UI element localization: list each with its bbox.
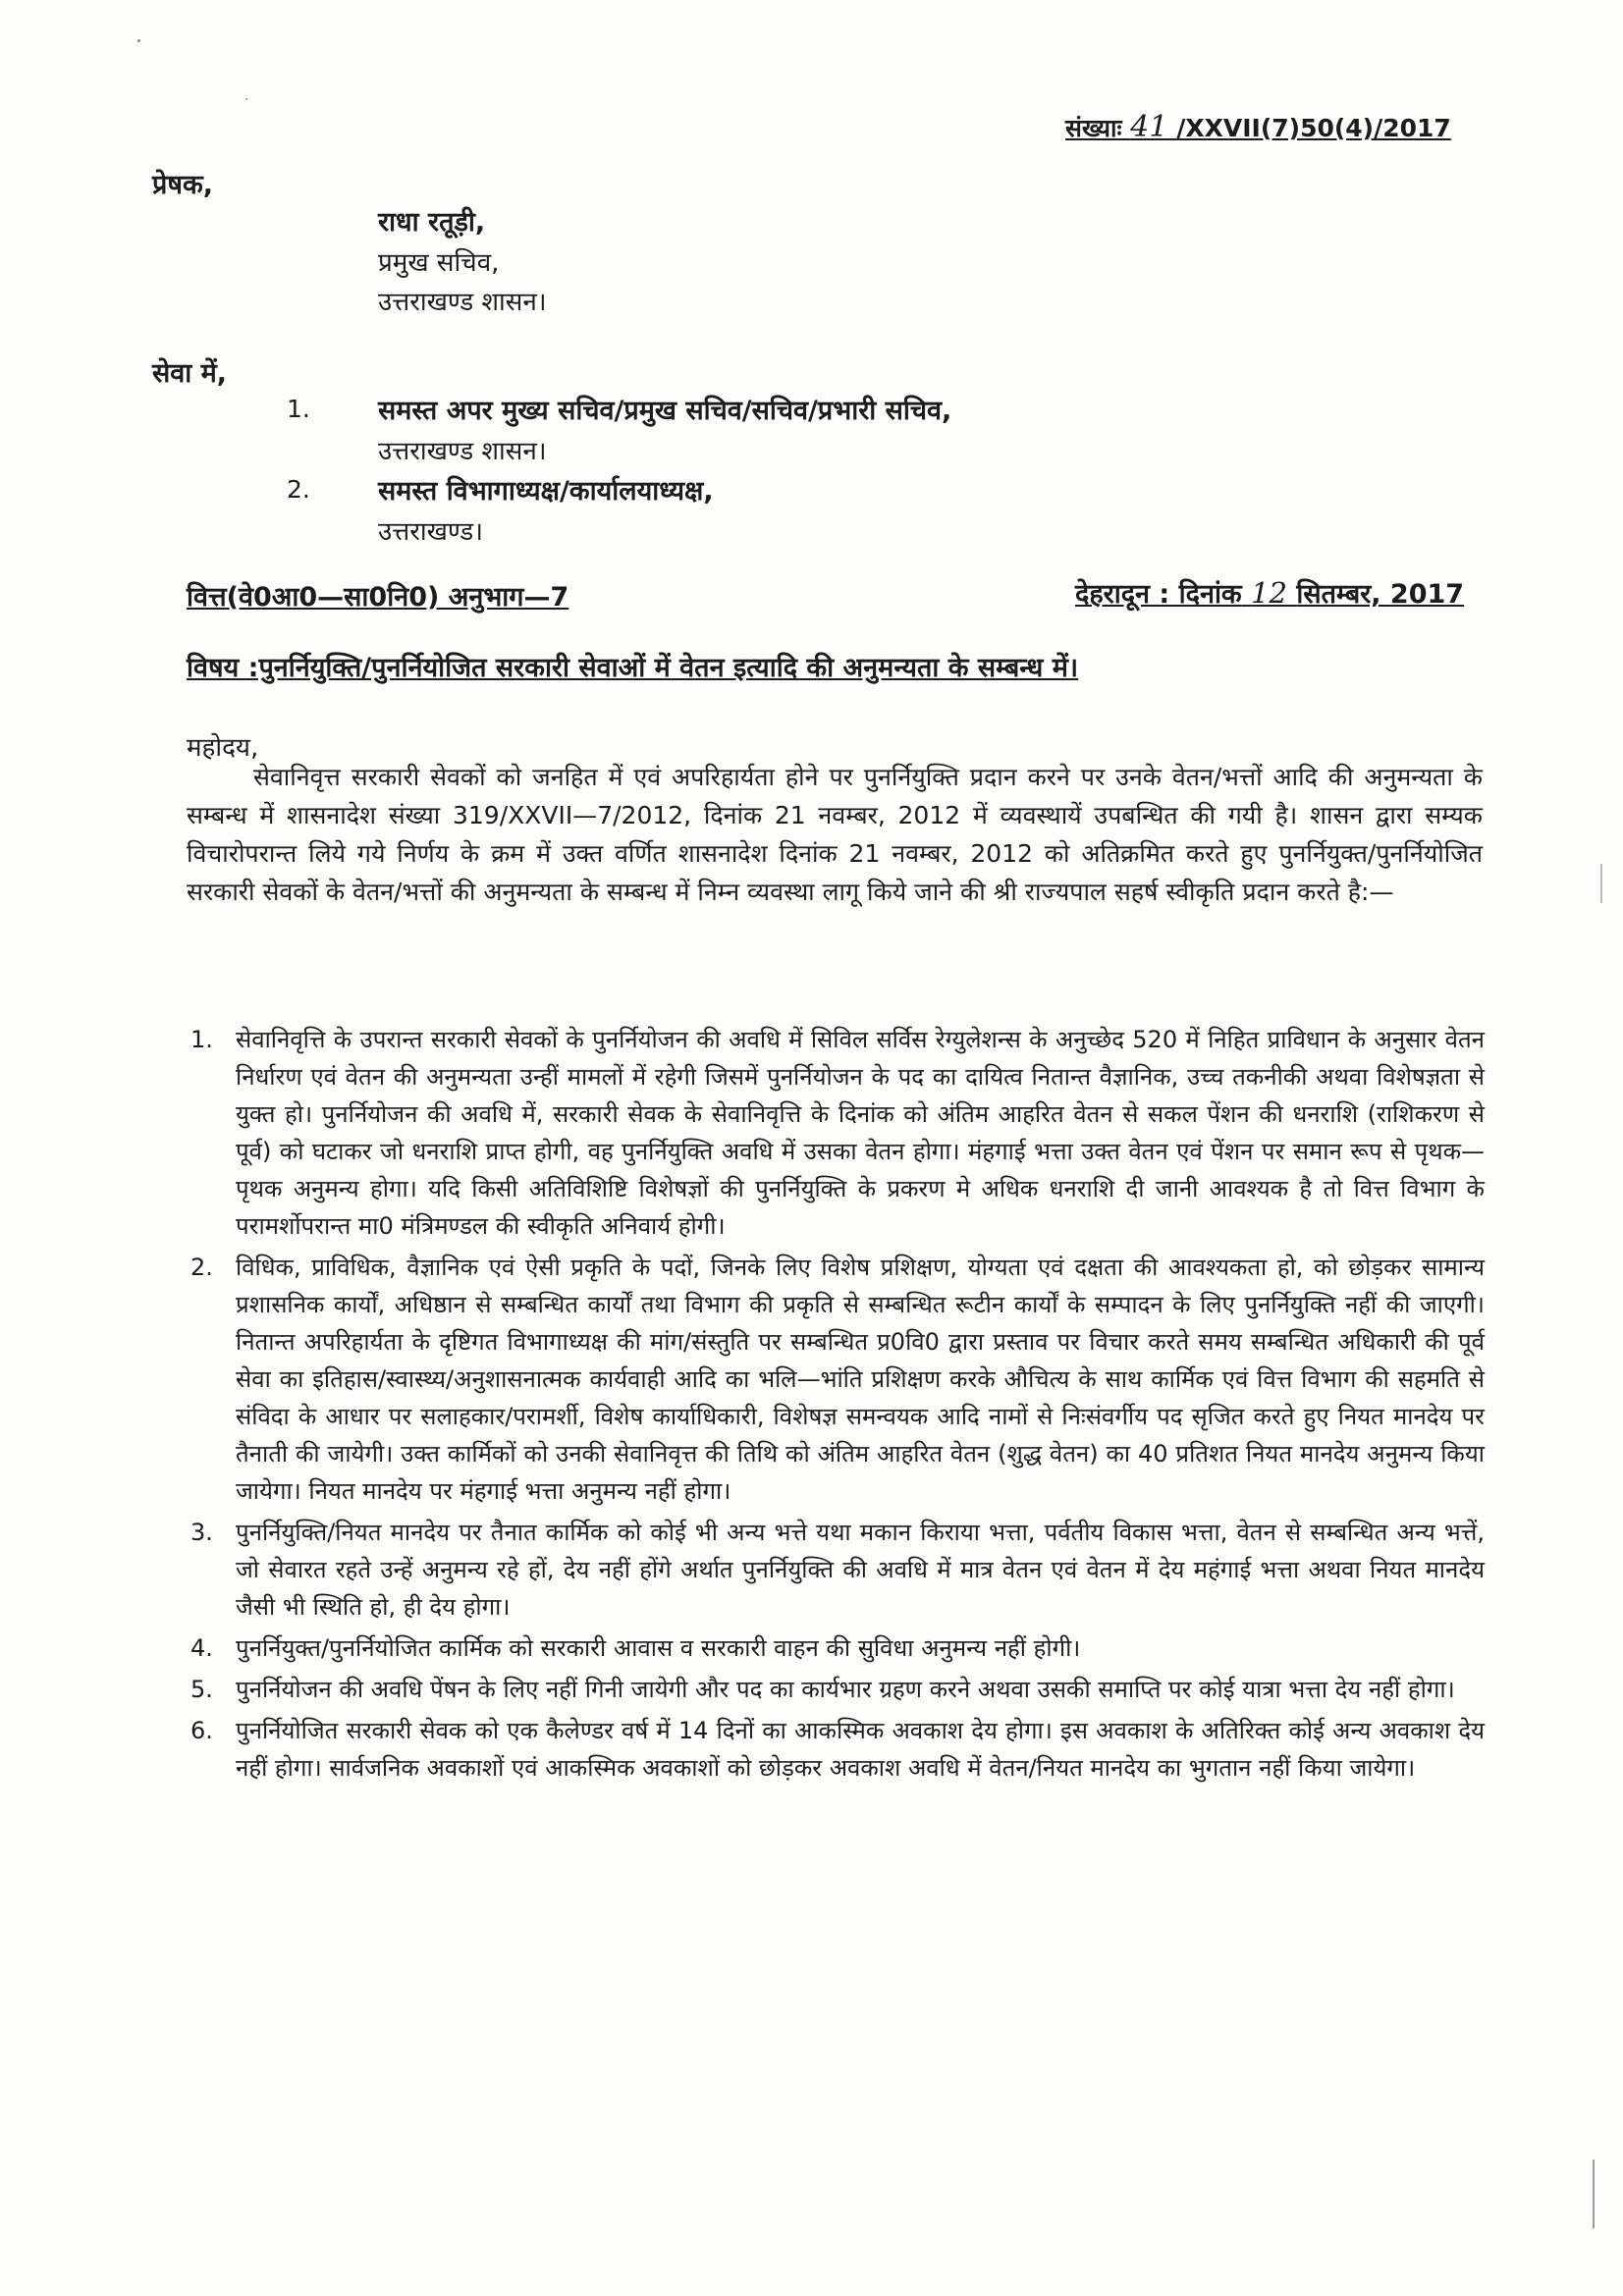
- point-number: 3.: [190, 1519, 213, 1546]
- scan-speck: [245, 98, 247, 100]
- point-text: पुनर्नियोजन की अवधि पेंषन के लिए नहीं गिनी जायेगी और पद का कार्यभार ग्रहण करने अथवा उसकी समाप्ति पर कोई यात्रा भत्ता देय नहीं होगा।: [236, 1676, 1455, 1703]
- list-item: [190, 1514, 1485, 1626]
- list-item: [190, 1249, 1485, 1510]
- sender-designation: प्रमुख सचिव,: [378, 248, 500, 278]
- list-item: [190, 1712, 1485, 1787]
- point-number: 6.: [190, 1717, 213, 1744]
- date-handwritten-day: 12: [1251, 576, 1287, 610]
- scan-speck: [137, 39, 140, 42]
- scan-speck: [1600, 864, 1602, 903]
- point-number: 2.: [190, 1254, 213, 1281]
- point-number: 5.: [190, 1676, 213, 1703]
- scan-speck: [1593, 2160, 1595, 2228]
- date-suffix: सितम्बर, 2017: [1296, 579, 1465, 610]
- reference-number: [1065, 110, 1451, 144]
- recipient-number: 1.: [287, 395, 310, 423]
- salutation: महोदय,: [187, 733, 259, 763]
- list-item: [190, 1671, 1485, 1708]
- date-prefix: देहरादून : दिनांक: [1075, 579, 1242, 610]
- point-text: सेवानिवृत्ति के उपरान्त सरकारी सेवकों के पुनर्नियोजन की अवधि में सिविल सर्विस रेग्युलेशन्स के अनुच्छेद 520 में निहित प्राविधान के अनुसार वेतन निर्धारण एवं वेतन की अनुमन्यता उन्हीं मामलों में रहेगी जिसमें पुनर्नियोजन के पद का दायित्व नितान्त वैज्ञानिक, उच्च तकनीकी अथवा विशेषज्ञता से युक्त हो। पुनर्नियोजन की अवधि में, सरकारी सेवक के सेवानिवृत्ति के दिनांक को अंतिम आहरित वेतन से सकल पेंशन की धनराशि (राशिकरण से पूर्व) को घटाकर जो धनराशि प्राप्त होगी, वह पुनर्नियुक्ति अवधि में उसका वेतन होगा। मंहगाई भत्ता उक्त वेतन एवं पेंशन पर समान रूप से पृथक—पृथक अनुमन्य होगा। यदि किसी अतिविशिष्टि विशेषज्ञों की पुनर्नियुक्ति के प्रकरण मे अधिक धनराशि दी जानी आवश्यक है तो वित्त विभाग के परामर्शोपरान्त मा0 मंत्रिमण्डल की स्वीकृति अनिवार्य होगी।: [236, 1026, 1485, 1240]
- date-line: [1075, 574, 1464, 611]
- points-list: [190, 1021, 1485, 1790]
- reference-handwritten-number: 41: [1130, 110, 1168, 144]
- point-text: विधिक, प्राविधिक, वैज्ञानिक एवं ऐसी प्रकृति के पदों, जिनके लिए विशेष प्रशिक्षण, योग्यता एवं दक्षता की आवश्यकता हो, को छोड़कर सामान्य प्रशासनिक कार्यों, अधिष्ठान से सम्बन्धित कार्यों तथा विभाग की प्रकृति से सम्बन्धित रूटीन कार्यों के सम्पादन के लिए पुनर्नियुक्ति नहीं की जाएगी। नितान्त अपरिहार्यता के दृष्टिगत विभागाध्यक्ष की मांग/संस्तुति पर सम्बन्धित प्र0वि0 द्वारा प्रस्ताव पर विचार करते समय सम्बन्धित अधिकारी की पूर्व सेवा का इतिहास/स्वास्थ्य/अनुशासनात्मक कार्यवाही आदि का भलि—भांति प्रशिक्षण करके औचित्य के साथ कार्मिक एवं वित्त विभाग की सहमति से संविदा के आधार पर सलाहकार/परामर्शी, विशेष कार्याधिकारी, विशेषज्ञ समन्वयक आदि नामों से निःसंवर्गीय पद सृजित करते हुए नियत मानदेय पर तैनाती की जायेगी। उक्त कार्मिकों को उनकी सेवानिवृत्त की तिथि को अंतिम आहरित वेतन (शुद्ध वेतन) का 40 प्रतिशत नियत मानदेय अनुमन्य किया जायेगा। नियत मानदेय पर मंहगाई भत्ता अनुमन्य नहीं होगा।: [236, 1254, 1485, 1505]
- subject-line: विषय :पुनर्नियुक्ति/पुनर्नियोजित सरकारी सेवाओं में वेतन इत्यादि की अनुमन्यता के सम्बन्ध में।: [187, 653, 1079, 683]
- list-item: [190, 1629, 1485, 1667]
- point-number: 1.: [190, 1026, 213, 1053]
- department-line: वित्त(वे0आ0—सा0नि0) अनुभाग—7: [187, 582, 569, 613]
- recipient-place: उत्तराखण्ड शासन।: [378, 437, 547, 466]
- recipients-label: सेवा में,: [152, 358, 228, 389]
- recipient-number: 2.: [287, 475, 310, 504]
- list-item: [190, 1021, 1485, 1245]
- recipient-title: समस्त अपर मुख्य सचिव/प्रमुख सचिव/सचिव/प्रभारी सचिव,: [378, 396, 952, 426]
- reference-prefix: संख्याः: [1065, 114, 1122, 142]
- point-text: पुनर्नियुक्ति/नियत मानदेय पर तैनात कार्मिक को कोई भी अन्य भत्ते यथा मकान किराया भत्ता, पर्वतीय विकास भत्ता, वेतन से सम्बन्धित अन्य भत्तें, जो सेवारत रहते उन्हें अनुमन्य रहे हों, देय नहीं होंगे अर्थात पुनर्नियुक्ति की अवधि में मात्र वेतन एवं वेतन में देय महंगाई भत्ता अथवा नियत मानदेय जैसी भी स्थिति हो, ही देय होगा।: [236, 1519, 1485, 1621]
- sender-label: प्रेषक,: [152, 170, 213, 200]
- recipient-title: समस्त विभागाध्यक्ष/कार्यालयाध्यक्ष,: [378, 476, 714, 507]
- sender-office: उत्तराखण्ड शासन।: [378, 288, 547, 317]
- point-number: 4.: [190, 1634, 213, 1662]
- point-text: पुनर्नियोजित सरकारी सेवक को एक कैलेण्डर वर्ष में 14 दिनों का आकस्मिक अवकाश देय होगा। इस अवकाश के अतिरिक्त कोई अन्य अवकाश देय नहीं होगा। सार्वजनिक अवकाशों एवं आकस्मिक अवकाशों को छोड़कर अवकाश अवधि में वेतन/नियत मानदेय का भुगतान नहीं किया जायेगा।: [236, 1717, 1485, 1782]
- sender-name: राधा रतूड़ी,: [378, 207, 486, 238]
- reference-suffix: /XXVII(7)50(4)/2017: [1176, 114, 1451, 142]
- intro-paragraph: सेवानिवृत्त सरकारी सेवकों को जनहित में एवं अपरिहार्यता होने पर पुनर्नियुक्ति प्रदान करने पर उनके वेतन/भत्तों आदि की अनुमन्यता के सम्बन्ध में शासनादेश संख्या 319/XXVII—7/2012, दिनांक 21 नवम्बर, 2012 में व्यवस्थायें उपबन्धित की गयी है। शासन द्वारा सम्यक विचारोपरान्त लिये गये निर्णय के क्रम में उक्त वर्णित शासनादेश दिनांक 21 नवम्बर, 2012 को अतिक्रमित करते हुए पुनर्नियुक्त/पुनर्नियोजित सरकारी सेवकों के वेतन/भत्तों की अनुमन्यता के सम्बन्ध में निम्न व्यवस्था लागू किये जाने की श्री राज्यपाल सहर्ष स्वीकृति प्रदान करते है:—: [187, 763, 1483, 906]
- recipient-place: उत्तराखण्ड।: [378, 517, 483, 547]
- point-text: पुनर्नियुक्त/पुनर्नियोजित कार्मिक को सरकारी आवास व सरकारी वाहन की सुविधा अनुमन्य नहीं होगी।: [236, 1634, 1081, 1662]
